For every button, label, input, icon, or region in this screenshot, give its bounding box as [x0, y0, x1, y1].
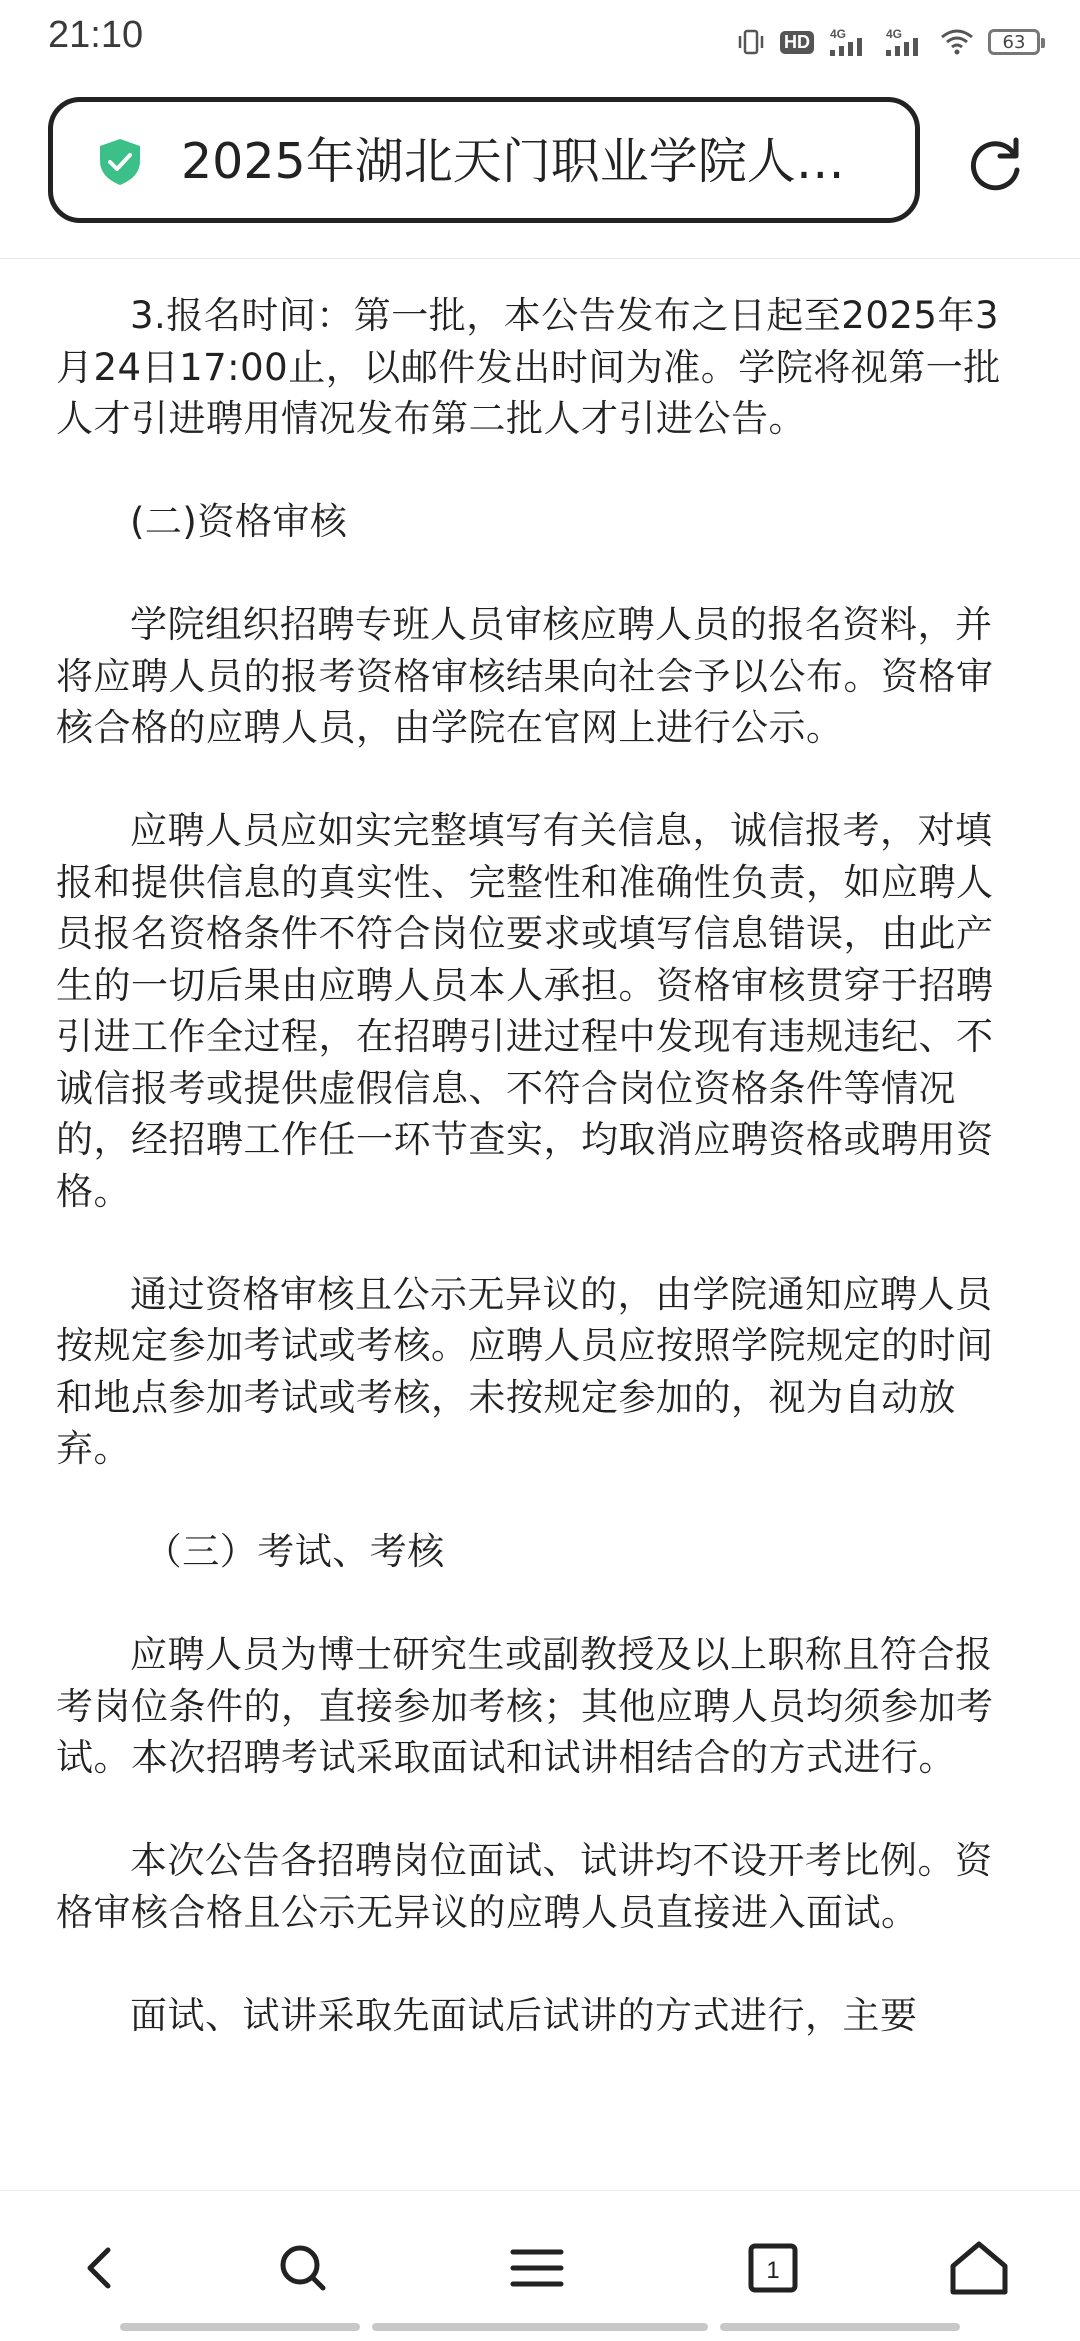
- svg-text:4G: 4G: [886, 27, 903, 41]
- signal-4g-icon: [828, 26, 870, 58]
- section-heading: (二)资格审核: [130, 500, 348, 543]
- svg-text:4G: 4G: [830, 27, 847, 41]
- paragraph: 应聘人员应如实完整填写有关信息，诚信报考，对填报和提供信息的真实性、完整性和准确性负责，如应聘人员报名资格条件不符合岗位要求或填写信息错误，由此产生的一切后果由应聘人员本人承担。资格审核贯穿于招聘引进工作全过程，在招聘引进过程中发现有违规违纪、不诚信报考或提供虚假信息、不符合岗位资格条件等情况的，经招聘工作任一环节查实，均取消应聘资格或聘用资格。: [56, 809, 994, 1213]
- page-title[interactable]: 2025年湖北天门职业学院人…: [181, 133, 845, 190]
- paragraph: 应聘人员为博士研究生或副教授及以上职称且符合报考岗位条件的，直接参加考核；其他应聘人员均须参加考试。本次招聘考试采取面试和试讲相结合的方式进行。: [56, 1633, 994, 1779]
- menu-icon[interactable]: [502, 2233, 572, 2303]
- tabs-icon[interactable]: [738, 2233, 808, 2303]
- gesture-bar-segment: [120, 2323, 360, 2331]
- address-bar[interactable]: [48, 97, 920, 223]
- hd-icon: HD: [780, 31, 814, 54]
- signal-4g-icon: [884, 26, 926, 58]
- battery-icon: [988, 29, 1040, 55]
- search-icon[interactable]: [268, 2233, 338, 2303]
- bottom-navigation: [0, 2190, 1080, 2341]
- gesture-bar-segment: [372, 2323, 708, 2331]
- status-icons: [736, 22, 1040, 62]
- back-icon[interactable]: [64, 2233, 134, 2303]
- paragraph: 3.报名时间：第一批，本公告发布之日起至2025年3月24日17:00止，以邮件发出时间为准。学院将视第一批人才引进聘用情况发布第二批人才引进公告。: [56, 294, 1001, 440]
- status-time: 21:10: [48, 14, 144, 56]
- svg-text:1: 1: [766, 2257, 780, 2284]
- article-content: [56, 290, 1016, 2041]
- reload-icon[interactable]: [962, 132, 1028, 198]
- vibrate-icon: [736, 27, 766, 57]
- gesture-bar-segment: [720, 2323, 960, 2331]
- battery-level: 63: [1002, 31, 1026, 53]
- paragraph: 面试、试讲采取先面试后试讲的方式进行，主要: [130, 1993, 918, 2037]
- paragraph: 通过资格审核且公示无异议的，由学院通知应聘人员按规定参加考试或考核。应聘人员应按照学院规定的时间和地点参加考试或考核，未按规定参加的，视为自动放弃。: [56, 1272, 994, 1470]
- section-heading: （三）考试、考核: [144, 1530, 445, 1573]
- browser-toolbar: [0, 82, 1080, 259]
- shield-check-icon[interactable]: [95, 137, 145, 187]
- home-icon[interactable]: [944, 2233, 1014, 2303]
- paragraph: 学院组织招聘专班人员审核应聘人员的报名资料，并将应聘人员的报考资格审核结果向社会予以公布。资格审核合格的应聘人员，由学院在官网上进行公示。: [56, 603, 994, 749]
- wifi-icon: [940, 28, 974, 56]
- status-bar: [0, 0, 1080, 82]
- paragraph: 本次公告各招聘岗位面试、试讲均不设开考比例。资格审核合格且公示无异议的应聘人员直接进入面试。: [56, 1839, 993, 1934]
